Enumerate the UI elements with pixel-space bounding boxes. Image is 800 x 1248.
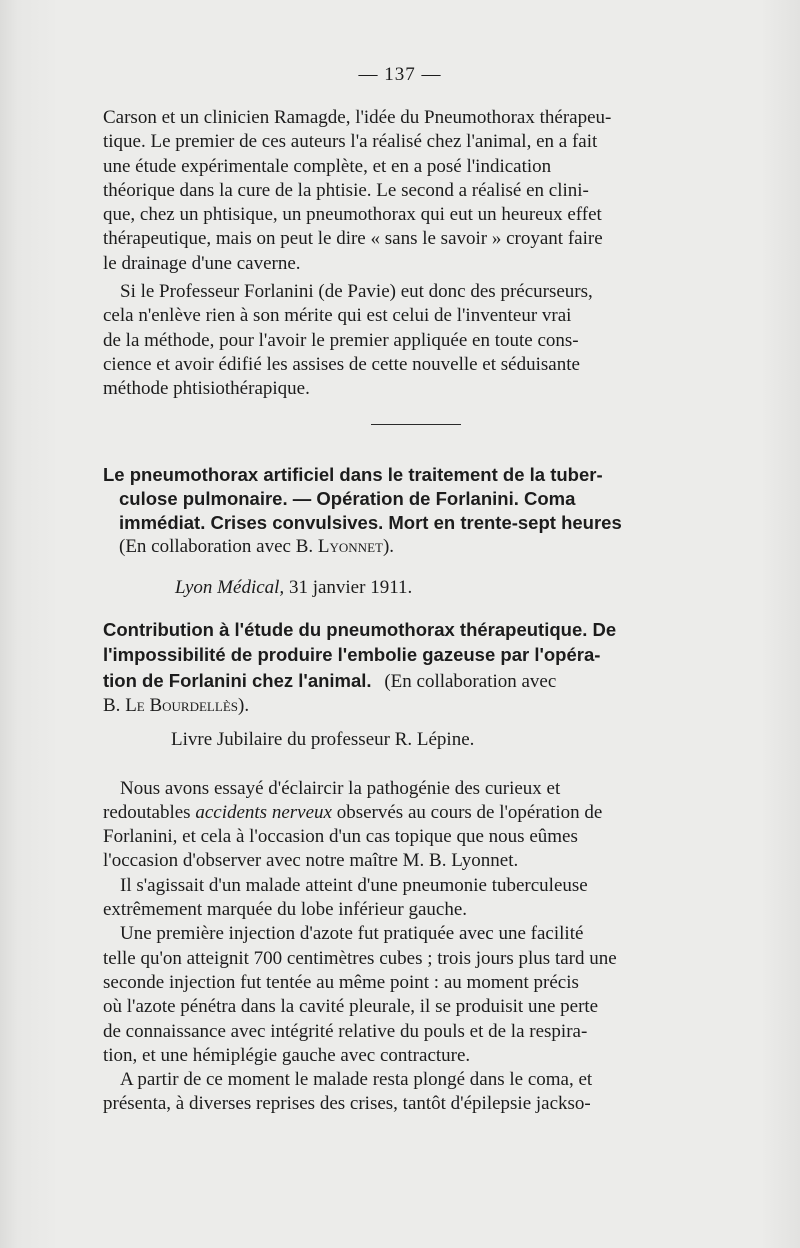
collab-text: ).: [382, 536, 395, 558]
text-line: théorique dans la cure de la phtisie. Le second a réalisé en clini-: [103, 179, 589, 201]
body-paragraph-3: [103, 922, 709, 1068]
title-line: culose pulmonaire. — Opération de Forlanini. Coma: [119, 487, 576, 509]
entry-2-title: [103, 618, 709, 718]
collab-text: (En collaboration avec B.: [119, 536, 318, 558]
collab-name: Lyonnet: [317, 536, 383, 558]
journal-name: Lyon Médical,: [175, 576, 285, 598]
text-line: tique. Le premier de ces auteurs l'a réalisé chez l'animal, en a fait: [103, 131, 598, 153]
text-line: cience et avoir édifié les assises de cette nouvelle et séduisante: [103, 353, 580, 375]
text-line: tion, et une hémiplégie gauche avec contracture.: [103, 1044, 471, 1066]
text-line: thérapeutique, mais on peut le dire « sans le savoir » croyant faire: [103, 228, 603, 250]
entry-1-reference: [103, 576, 709, 600]
text-line: extrêmement marquée du lobe inférieur gauche.: [103, 899, 467, 921]
entry-2: [103, 618, 709, 752]
text-line: de connaissance avec intégrité relative du pouls et de la respira-: [103, 1020, 588, 1042]
body-paragraph-1: [103, 777, 709, 874]
title-line: l'impossibilité de produire l'embolie gazeuse par l'opéra-: [103, 644, 601, 666]
forlanini-paragraph: [103, 280, 709, 401]
entry-1-collaboration: [103, 535, 709, 559]
text-line: redoutables: [103, 801, 196, 823]
text-line: où l'azote pénétra dans la cavité pleurale, il se produisit une perte: [103, 996, 599, 1018]
text-line: observés au cours de l'opération de: [331, 801, 603, 823]
page-number: — 137 —: [358, 64, 442, 85]
journal-date: 31 janvier 1911.: [288, 576, 413, 598]
text-line: Carson et un clinicien Ramagde, l'idée du Pneumothorax thérapeu-: [103, 107, 612, 128]
entry-1-title: [103, 463, 709, 536]
text-line: le drainage d'une caverne.: [103, 252, 301, 274]
italic-phrase: accidents nerveux: [195, 801, 332, 823]
text-line: que, chez un phtisique, un pneumothorax qui eut un heureux effet: [103, 204, 602, 226]
text-line: seconde injection fut tentée au même point : au moment précis: [103, 971, 579, 993]
text-line: Si le Professeur Forlanini (de Pavie) eut donc des précurseurs,: [120, 281, 593, 303]
intro-paragraph: [103, 106, 709, 276]
entry-2-reference: [103, 728, 709, 752]
title-line: Le pneumothorax artificiel dans le traitement de la tuber-: [103, 463, 603, 485]
text-line: de la méthode, pour l'avoir le premier appliquée en toute cons-: [103, 329, 579, 351]
text-line: Forlanini, et cela à l'occasion d'un cas topique que nous eûmes: [103, 826, 578, 848]
text-line: une étude expérimentale complète, et en a posé l'indication: [103, 155, 552, 177]
title-line: Contribution à l'étude du pneumothorax thérapeutique. De: [103, 619, 617, 641]
collab-name: Le Bourdellès: [125, 694, 238, 716]
text-line: Nous avons essayé d'éclaircir la pathogénie des curieux et: [120, 777, 561, 799]
text-line: présenta, à diverses reprises des crises, tantôt d'épilepsie jackso-: [103, 1093, 591, 1115]
body-paragraph-2: [103, 874, 709, 923]
text-column: [103, 0, 709, 1117]
text-line: l'occasion d'observer avec notre maître M. B. Lyonnet.: [103, 850, 519, 872]
text-line: A partir de ce moment le malade resta plongé dans le coma, et: [120, 1069, 593, 1091]
title-line: immédiat. Crises convulsives. Mort en trente-sept heures: [119, 512, 622, 534]
text-line: méthode phtisiothérapique.: [103, 378, 310, 400]
reference-text: Livre Jubilaire du professeur R. Lépine.: [171, 729, 475, 751]
body-text: [103, 777, 709, 1117]
collab-text: (En collaboration avec: [384, 670, 557, 692]
text-line: Il s'agissait d'un malade atteint d'une pneumonie tuberculeuse: [120, 874, 588, 896]
title-line: tion de Forlanini chez l'animal.: [103, 669, 372, 691]
text-line: Une première injection d'azote fut pratiquée avec une facilité: [120, 923, 584, 945]
entry-1: [103, 463, 709, 600]
text-line: telle qu'on atteignit 700 centimètres cubes ; trois jours plus tard une: [103, 947, 617, 969]
collab-text: B.: [103, 694, 126, 716]
text-line: cela n'enlève rien à son mérite qui est celui de l'inventeur vrai: [103, 305, 572, 327]
collab-text: ).: [238, 694, 250, 716]
body-paragraph-4: [103, 1068, 709, 1117]
